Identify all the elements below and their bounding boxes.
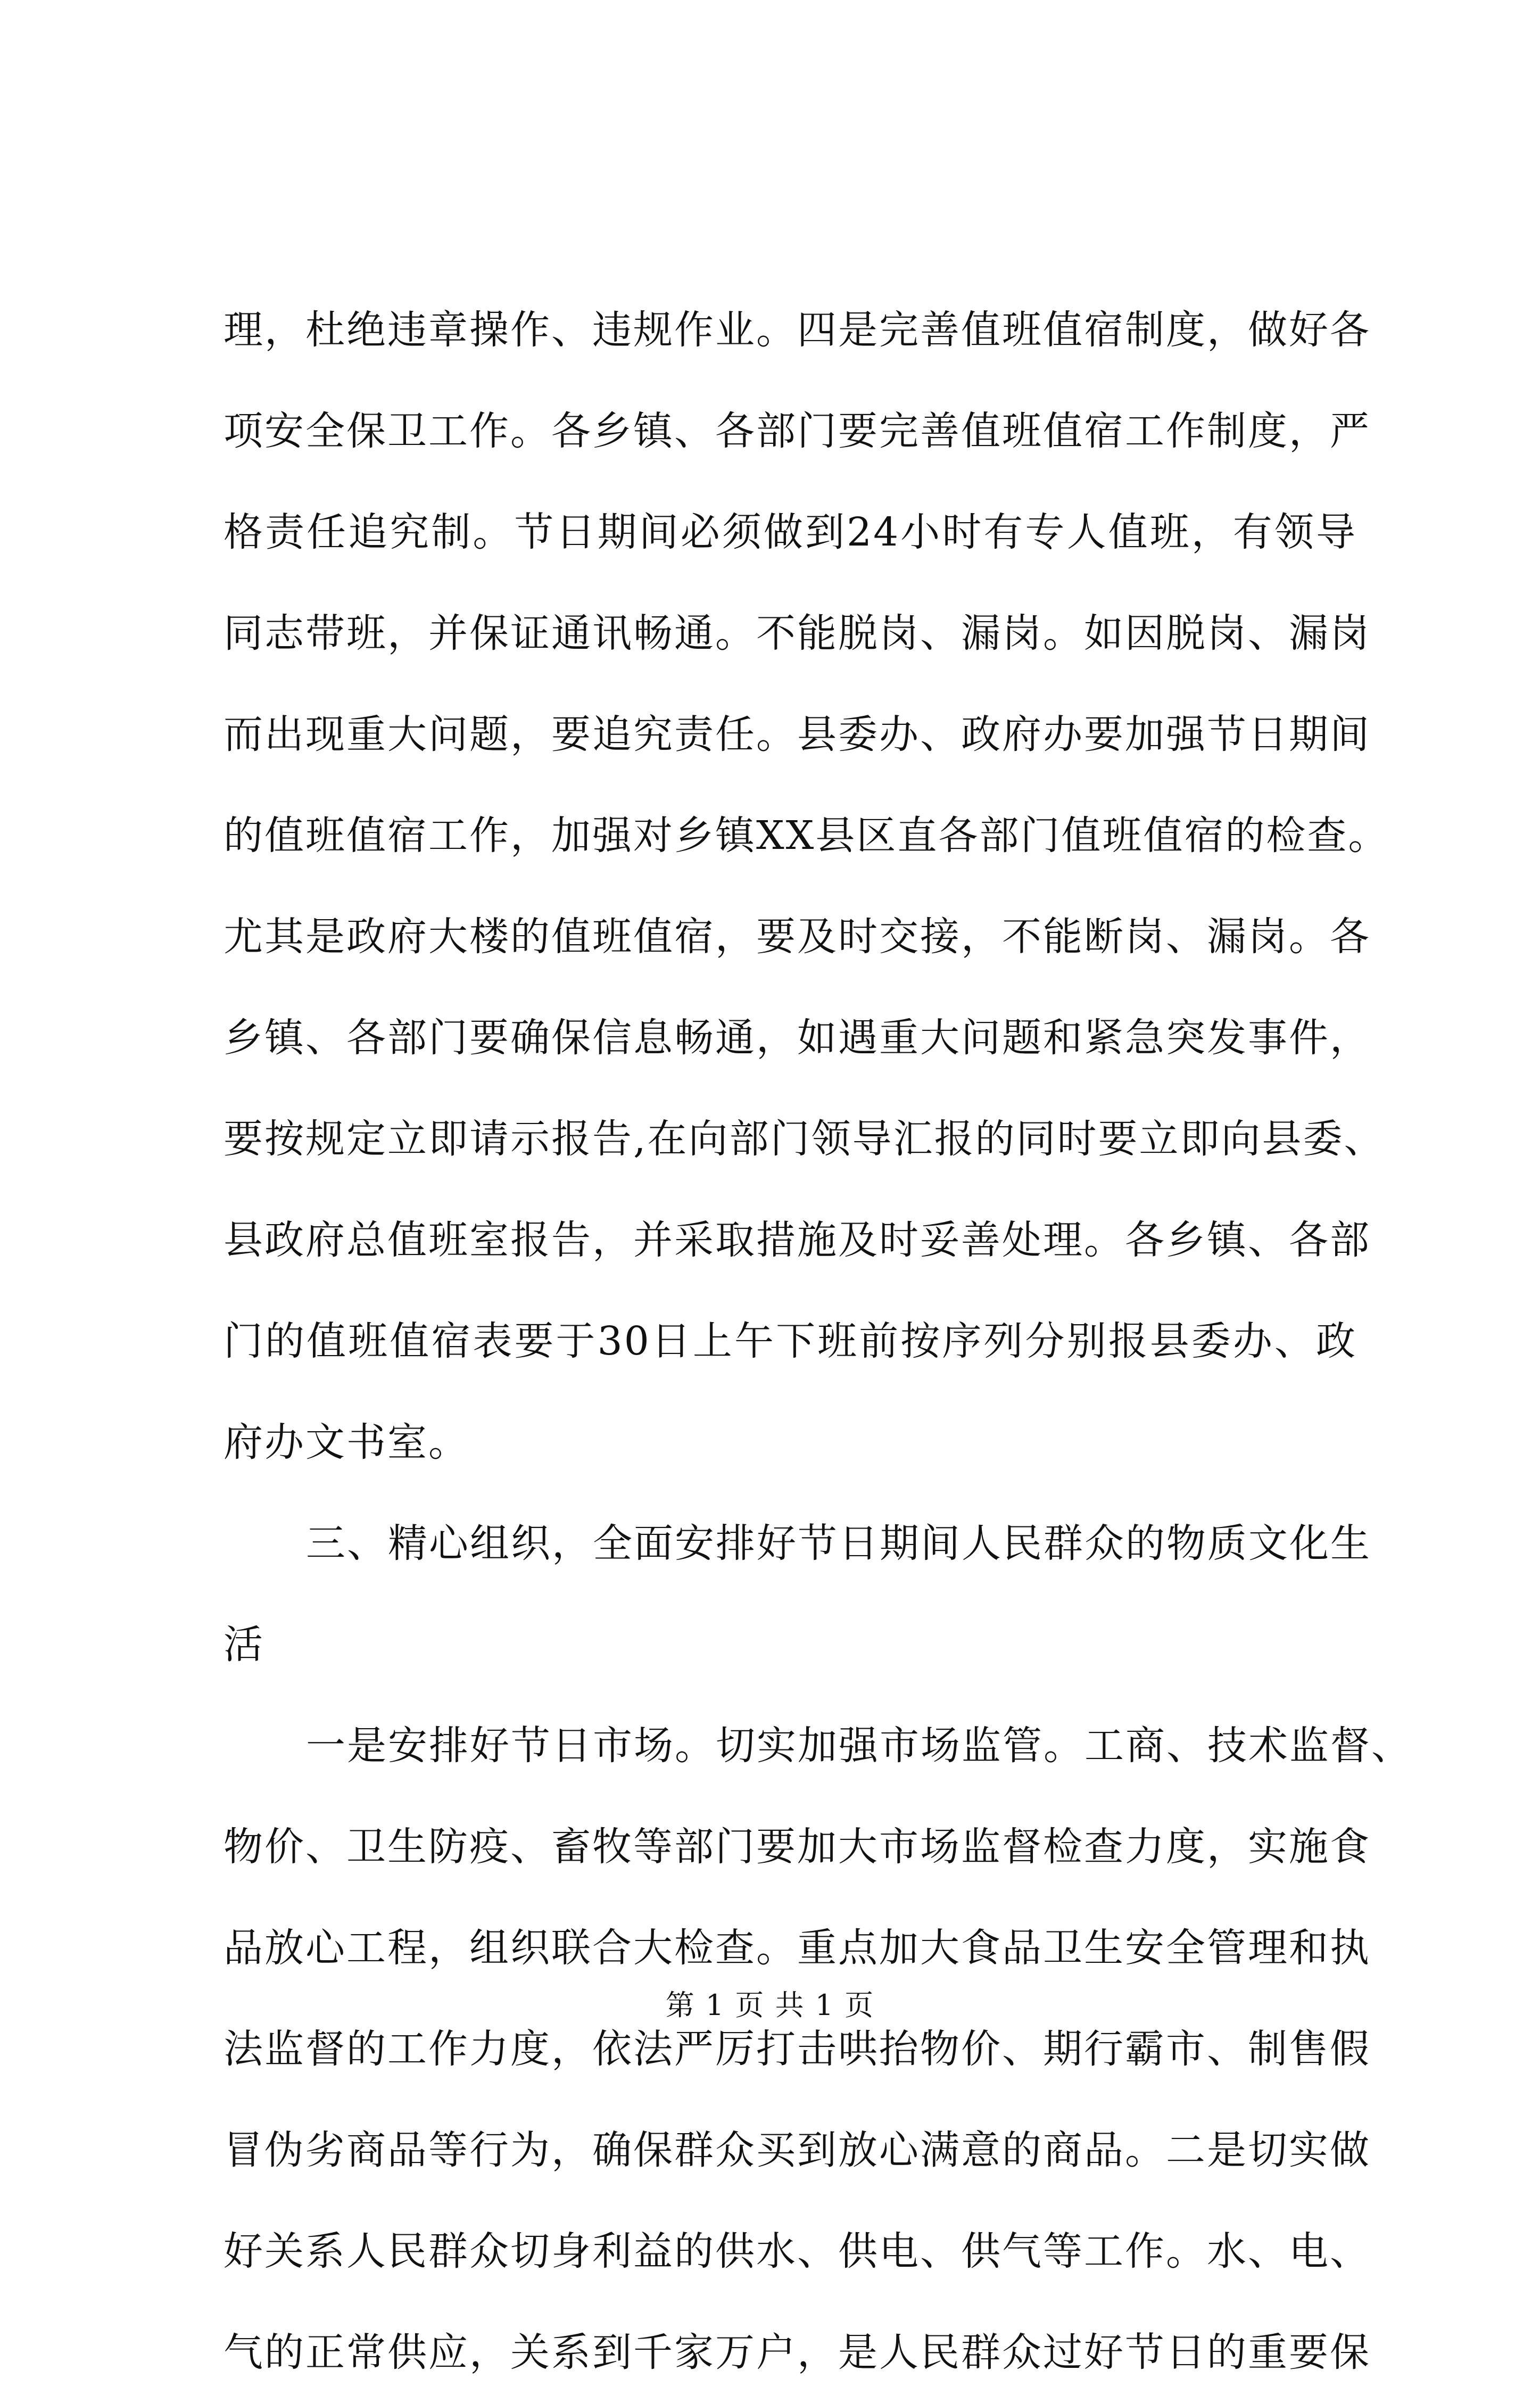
text-line: 一是安排好节日市场。切实加强市场监管。工商、技术监督、 xyxy=(306,1723,1412,1769)
text-line: 好关系人民群众切身利益的供水、供电、供气等工作。水、电、 xyxy=(223,2228,1371,2274)
document-body xyxy=(223,279,1412,2403)
text-line: 物价、卫生防疫、畜牧等部门要加大市场监督检查力度，实施食 xyxy=(223,1824,1371,1870)
text-line: 而出现重大问题，要追究责任。县委办、政府办要加强节日期间 xyxy=(223,712,1371,757)
text-line: 府办文书室。 xyxy=(223,1419,469,1465)
text-line: 理，杜绝违章操作、违规作业。四是完善值班值宿制度，做好各 xyxy=(223,307,1371,353)
text-line: 格责任追究制。节日期间必须做到24小时有专人值班，有领导 xyxy=(223,509,1357,555)
page-number-footer: 第 1 页 共 1 页 xyxy=(665,1988,875,2022)
section-heading: 三、精心组织，全面安排好节日期间人民群众的物质文化生 xyxy=(306,1521,1371,1566)
text-line: 同志带班，并保证通讯畅通。不能脱岗、漏岗。如因脱岗、漏岗 xyxy=(223,610,1371,656)
text-line: 要按规定立即请示报告,在向部门领导汇报的同时要立即向县委、 xyxy=(223,1116,1385,1162)
text-line: 门的值班值宿表要于30日上午下班前按序列分别报县委办、政 xyxy=(223,1318,1357,1364)
text-line: 的值班值宿工作，加强对乡镇XX县区直各部门值班值宿的检查。 xyxy=(223,813,1389,858)
text-line: 乡镇、各部门要确保信息畅通，如遇重大问题和紧急突发事件， xyxy=(223,1015,1371,1061)
text-line: 县政府总值班室报告，并采取措施及时妥善处理。各乡镇、各部 xyxy=(223,1217,1371,1263)
text-line: 冒伪劣商品等行为，确保群众买到放心满意的商品。二是切实做 xyxy=(223,2127,1371,2173)
text-line: 品放心工程，组织联合大检查。重点加大食品卫生安全管理和执 xyxy=(223,1925,1371,1971)
text-line: 项安全保卫工作。各乡镇、各部门要完善值班值宿工作制度，严 xyxy=(223,408,1371,454)
text-line: 气的正常供应，关系到千家万户，是人民群众过好节日的重要保 xyxy=(223,2330,1371,2375)
text-line: 尤其是政府大楼的值班值宿，要及时交接，不能断岗、漏岗。各 xyxy=(223,914,1371,960)
section-heading-continued: 活 xyxy=(223,1622,264,1667)
text-line: 法监督的工作力度，依法严厉打击哄抬物价、期行霸市、制售假 xyxy=(223,2026,1371,2072)
